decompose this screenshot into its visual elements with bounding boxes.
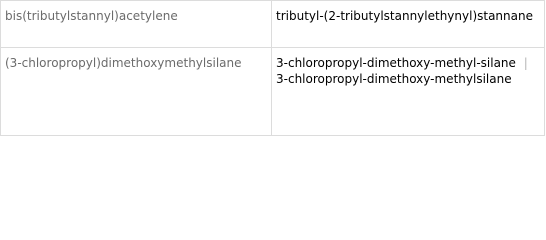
row-label-text: bis(tributylstannyl)acetylene <box>5 9 178 23</box>
row-value <box>272 1 545 48</box>
iupac-name-text: tributyl-(2-tributylstannylethynyl)stannane <box>276 9 533 23</box>
iupac-name-text: 3-chloropropyl-dimethoxy-methylsilane <box>276 72 512 86</box>
row-label <box>1 1 272 48</box>
table-row <box>1 1 545 48</box>
value-separator: | <box>523 56 528 70</box>
row-value <box>272 48 545 136</box>
row-label <box>1 48 272 136</box>
table-row <box>1 48 545 136</box>
row-label-text: (3-chloropropyl)dimethoxymethylsilane <box>5 56 242 70</box>
iupac-name-text: 3-chloropropyl-dimethoxy-methyl-silane <box>276 56 516 70</box>
